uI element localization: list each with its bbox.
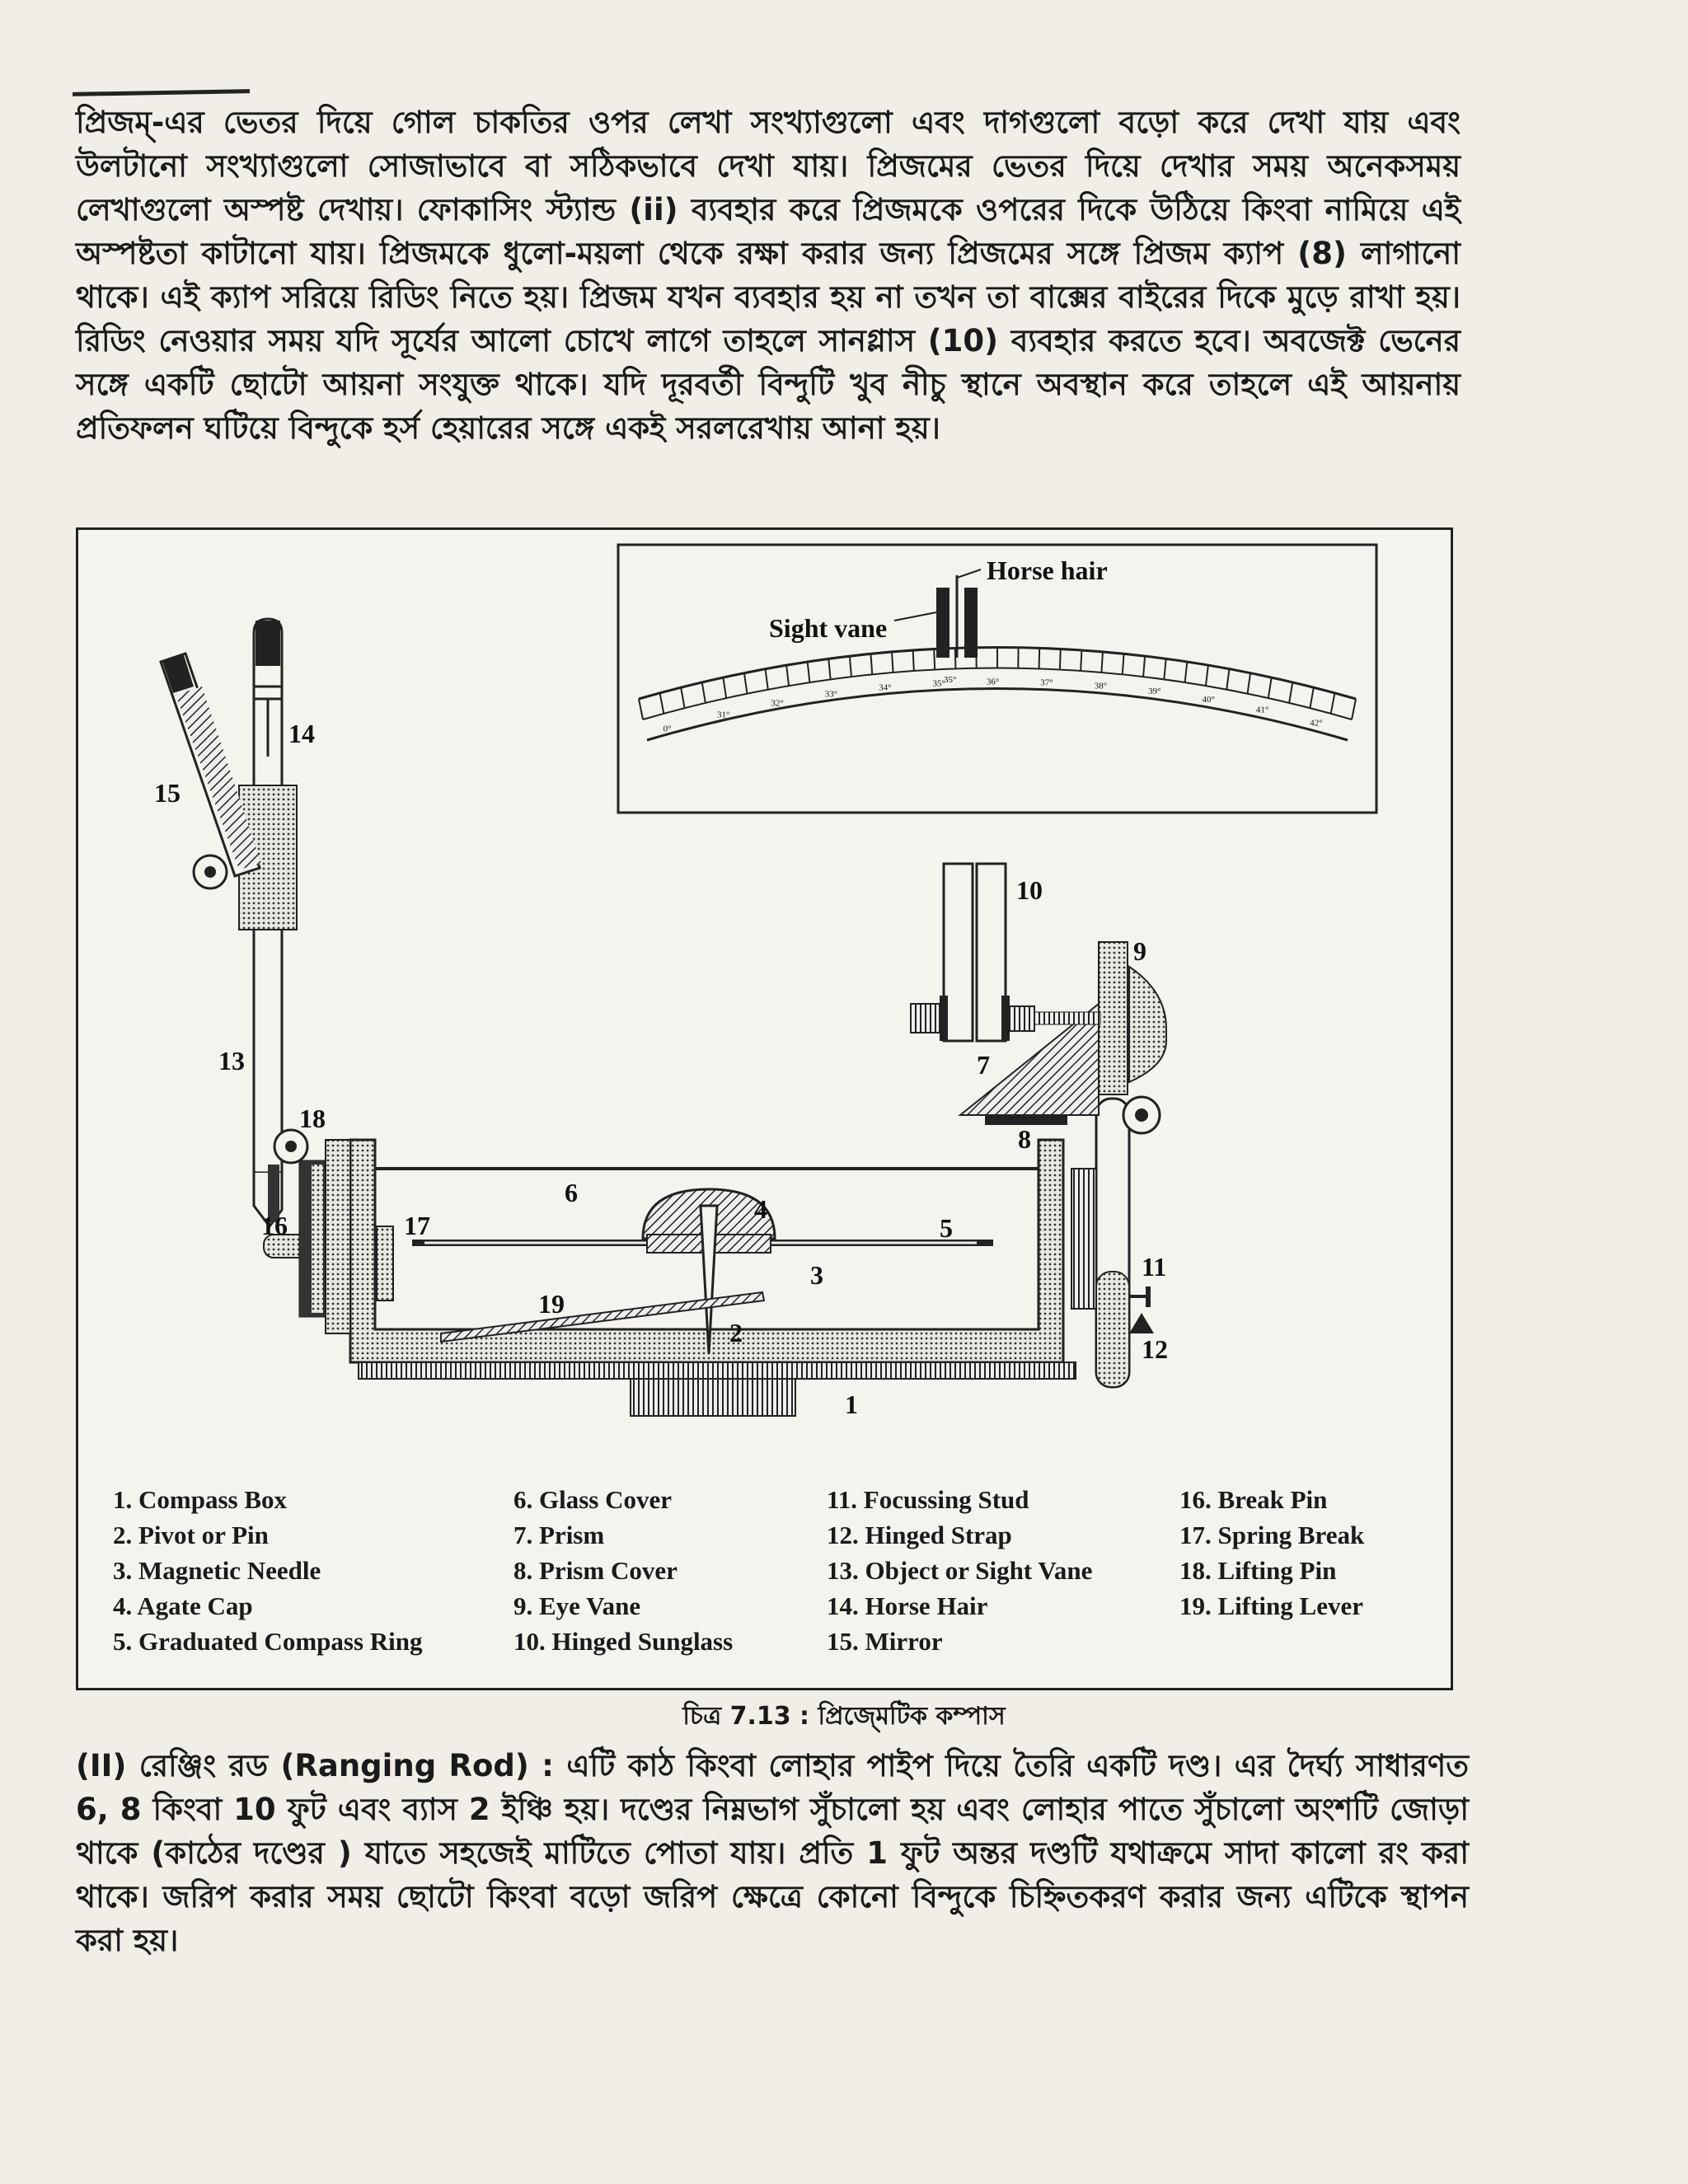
- legend-item: 14. Horse Hair: [827, 1591, 988, 1620]
- part-label-6: 6: [565, 1178, 578, 1207]
- part-label-4: 4: [754, 1194, 767, 1224]
- scale-tick-label: 0°: [663, 724, 672, 734]
- scale-tick: [1289, 682, 1292, 703]
- legend-column-2: [513, 1482, 733, 1659]
- prismatic-compass-figure: [76, 527, 1453, 1690]
- scale-tick-label: 36°: [986, 677, 1000, 687]
- horse-hair-label: Horse hair: [987, 555, 1108, 585]
- legend-item: 19. Lifting Lever: [1179, 1591, 1363, 1620]
- scale-mid-arc: [643, 668, 1352, 720]
- scale-tick-label: 33°: [824, 689, 838, 700]
- scale-tick: [955, 648, 956, 668]
- legend-item: 9. Eye Vane: [513, 1591, 641, 1620]
- compass-diagram: [78, 530, 1451, 1478]
- scale-tick: [828, 658, 830, 679]
- legend-column-3: [827, 1482, 1092, 1659]
- part-label-12: 12: [1142, 1334, 1168, 1364]
- part-label-5: 5: [940, 1213, 953, 1243]
- scale-tick: [1060, 649, 1061, 669]
- scale-tick: [1248, 673, 1251, 694]
- inset-sight-vane-left: [936, 588, 950, 658]
- section-body: এটি কাঠ কিংবা লোহার পাইপ দিয়ে তৈরি একটি দণ্ড। এর দৈর্ঘ্য সাধারণত 6, 8 কিংবা 10 ফুট এবং ব্যাস 2 ইঞ্চি হয়। দণ্ডের নিম্নভাগ সুঁচালো হয় এবং লোহার পাতে সুঁচালো অংশটি জোড়া থাকে (কাঠের দণ্ডের ) যাতে সহজেই মাটিতে পোতা যায়। প্রতি 1 ফুট অন্তর দণ্ডটি যথাক্রমে সাদা কালো রং করা থাকে। জরিপ করার সময় ছোটো কিংবা বড়ো জরিপ ক্ষেত্রে কোনো বিন্দুকে চিহ্নিতকরণ করার জন্য এটিকে স্থাপন করা হয়।: [76, 1748, 1469, 1958]
- scale-tick-label: 35°: [932, 678, 945, 689]
- spring-break: [377, 1226, 393, 1301]
- legend-column-4: [1179, 1482, 1364, 1624]
- scale-tick: [913, 650, 914, 671]
- legend-item: 15. Mirror: [827, 1627, 943, 1656]
- scale-tick: [934, 649, 935, 669]
- part-label-8: 8: [1018, 1124, 1031, 1154]
- part-label-11: 11: [1142, 1252, 1167, 1282]
- scale-tick: [1310, 687, 1313, 708]
- scale-tick-label: 32°: [771, 698, 784, 709]
- part-label-1: 1: [845, 1390, 858, 1419]
- legend-item: 11. Focussing Stud: [827, 1485, 1029, 1514]
- part-label-9: 9: [1133, 936, 1146, 966]
- compass-base: [359, 1362, 1076, 1379]
- part-label-3: 3: [810, 1260, 823, 1290]
- scale-tick: [681, 687, 684, 708]
- scale-tick: [702, 682, 706, 703]
- scale-tick: [1268, 677, 1272, 698]
- scale-tick: [808, 662, 810, 682]
- part-label-13: 13: [218, 1046, 245, 1076]
- section-heading: (II) রেঞ্জিং রড (Ranging Rod) :: [76, 1748, 554, 1783]
- scale-tick-label: 38°: [1094, 681, 1108, 691]
- scale-tick: [1101, 652, 1102, 673]
- scale-tick-label: 31°: [717, 710, 730, 720]
- legend-item: 7. Prism: [513, 1521, 605, 1549]
- legend-item: 16. Break Pin: [1179, 1485, 1328, 1514]
- scale-inner-arc: [647, 689, 1348, 741]
- hinged-sunglass: [944, 864, 973, 1041]
- legend-item: 18. Lifting Pin: [1179, 1556, 1337, 1585]
- scale-tick-label: 39°: [1148, 687, 1161, 697]
- scale-tick: [1039, 648, 1040, 668]
- legend-item: 13. Object or Sight Vane: [827, 1556, 1093, 1585]
- scale-tick: [1352, 699, 1356, 719]
- bottom-paragraph: [76, 1744, 1469, 1962]
- legend-item: 1. Compass Box: [113, 1485, 288, 1514]
- legend-item: 3. Magnetic Needle: [113, 1556, 321, 1585]
- inset-sight-vane-right: [964, 588, 978, 658]
- legend-column-1: [113, 1482, 423, 1659]
- sight-vane-label: Sight vane: [769, 613, 888, 643]
- legend-item: 2. Pivot or Pin: [113, 1521, 269, 1549]
- scale-tick: [1143, 656, 1145, 677]
- scale-tick: [786, 665, 789, 686]
- scale-tick: [723, 677, 726, 698]
- scale-tick: [1185, 662, 1188, 682]
- compass-foot: [631, 1379, 795, 1416]
- scale-tick-label: 40°: [1202, 694, 1215, 705]
- scale-tick: [1164, 658, 1165, 679]
- top-paragraph: প্রিজম্-এর ভেতর দিয়ে গোল চাকতির ওপর লেখা সংখ্যাগুলো এবং দাগগুলো বড়ো করে দেখা যায় এবং উলটানো সংখ্যাগুলো সোজাভাবে বা সঠিকভাবে দেখা যায়। প্রিজমের ভেতর দিয়ে দেখার সময় অনেকসময় লেখাগুলো অস্পষ্ট দেখায়। ফোকাসিং স্ট্যান্ড (ii) ব্যবহার করে প্রিজমকে ওপরের দিকে উঠিয়ে কিংবা নামিয়ে এই অস্পষ্টতা কাটানো যায়। প্রিজমকে ধুলো-ময়লা থেকে রক্ষা করার জন্য প্রিজমের সঙ্গে প্রিজম ক্যাপ (8) লাগানো থাকে। এই ক্যাপ সরিয়ে রিডিং নিতে হয়। প্রিজম যখন ব্যবহার হয় না তখন তা বাক্সের বাইরের দিকে মুড়ে রাখা হয়। রিডিং নেওয়ার সময় যদি সূর্যের আলো চোখে লাগে তাহলে সানগ্লাস (10) ব্যবহার করতে হবে। অবজেক্ট ভেনের সঙ্গে একটি ছোটো আয়না সংযুক্ত থাকে। যদি দূরবর্তী বিন্দুটি খুব নীচু স্থানে অবস্থান করে তাহলে এই আয়নায় প্রতিফলন ঘটিয়ে বিন্দুকে হর্স হেয়ারের সঙ্গে একই সরলরেখায় আনা হয়।: [76, 105, 1461, 446]
- scale-tick: [744, 673, 748, 694]
- scale-tick: [1331, 693, 1335, 714]
- legend-item: 5. Graduated Compass Ring: [113, 1627, 423, 1656]
- scale-tick: [1226, 669, 1229, 690]
- part-label-17: 17: [404, 1211, 430, 1240]
- part-label-7: 7: [977, 1050, 990, 1080]
- eye-vane-hinge: [1071, 1169, 1096, 1309]
- legend-item: 6. Glass Cover: [513, 1485, 673, 1514]
- scale-tick: [850, 656, 851, 677]
- scale-tick: [1206, 665, 1208, 686]
- scale-tick-label: 41°: [1255, 705, 1269, 715]
- scale-tick: [1123, 654, 1124, 674]
- part-label-14: 14: [288, 719, 315, 748]
- scale-tick-labels: [663, 677, 1323, 734]
- hinged-strap: [1129, 1313, 1154, 1333]
- legend-item: 12. Hinged Strap: [827, 1521, 1012, 1549]
- scale-tick: [870, 654, 872, 674]
- scale-tick-label: 37°: [1040, 677, 1053, 688]
- part-label-16: 16: [261, 1211, 288, 1240]
- part-label-19: 19: [538, 1289, 565, 1319]
- scale-top-reading: 35°: [944, 675, 957, 685]
- legend-item: 8. Prism Cover: [513, 1556, 678, 1585]
- scale-tick-label: 42°: [1310, 718, 1323, 729]
- legend-item: 4. Agate Cap: [113, 1591, 253, 1620]
- part-label-15: 15: [154, 778, 181, 808]
- legend-item: 17. Spring Break: [1179, 1521, 1365, 1549]
- part-label-2: 2: [729, 1318, 743, 1347]
- figure-caption: চিত্র 7.13 : প্রিজ্মেটিক কম্পাস: [682, 1702, 1006, 1731]
- part-label-18: 18: [299, 1104, 326, 1133]
- top-rule: [73, 89, 250, 96]
- scale-tick: [892, 652, 893, 673]
- scale-tick-label: 34°: [879, 682, 892, 693]
- parts-legend: [78, 1482, 1451, 1680]
- scale-tick: [766, 669, 768, 690]
- scale-tick: [639, 699, 643, 719]
- scale-tick: [660, 693, 664, 714]
- part-label-10: 10: [1016, 875, 1043, 905]
- legend-item: 10. Hinged Sunglass: [513, 1627, 734, 1656]
